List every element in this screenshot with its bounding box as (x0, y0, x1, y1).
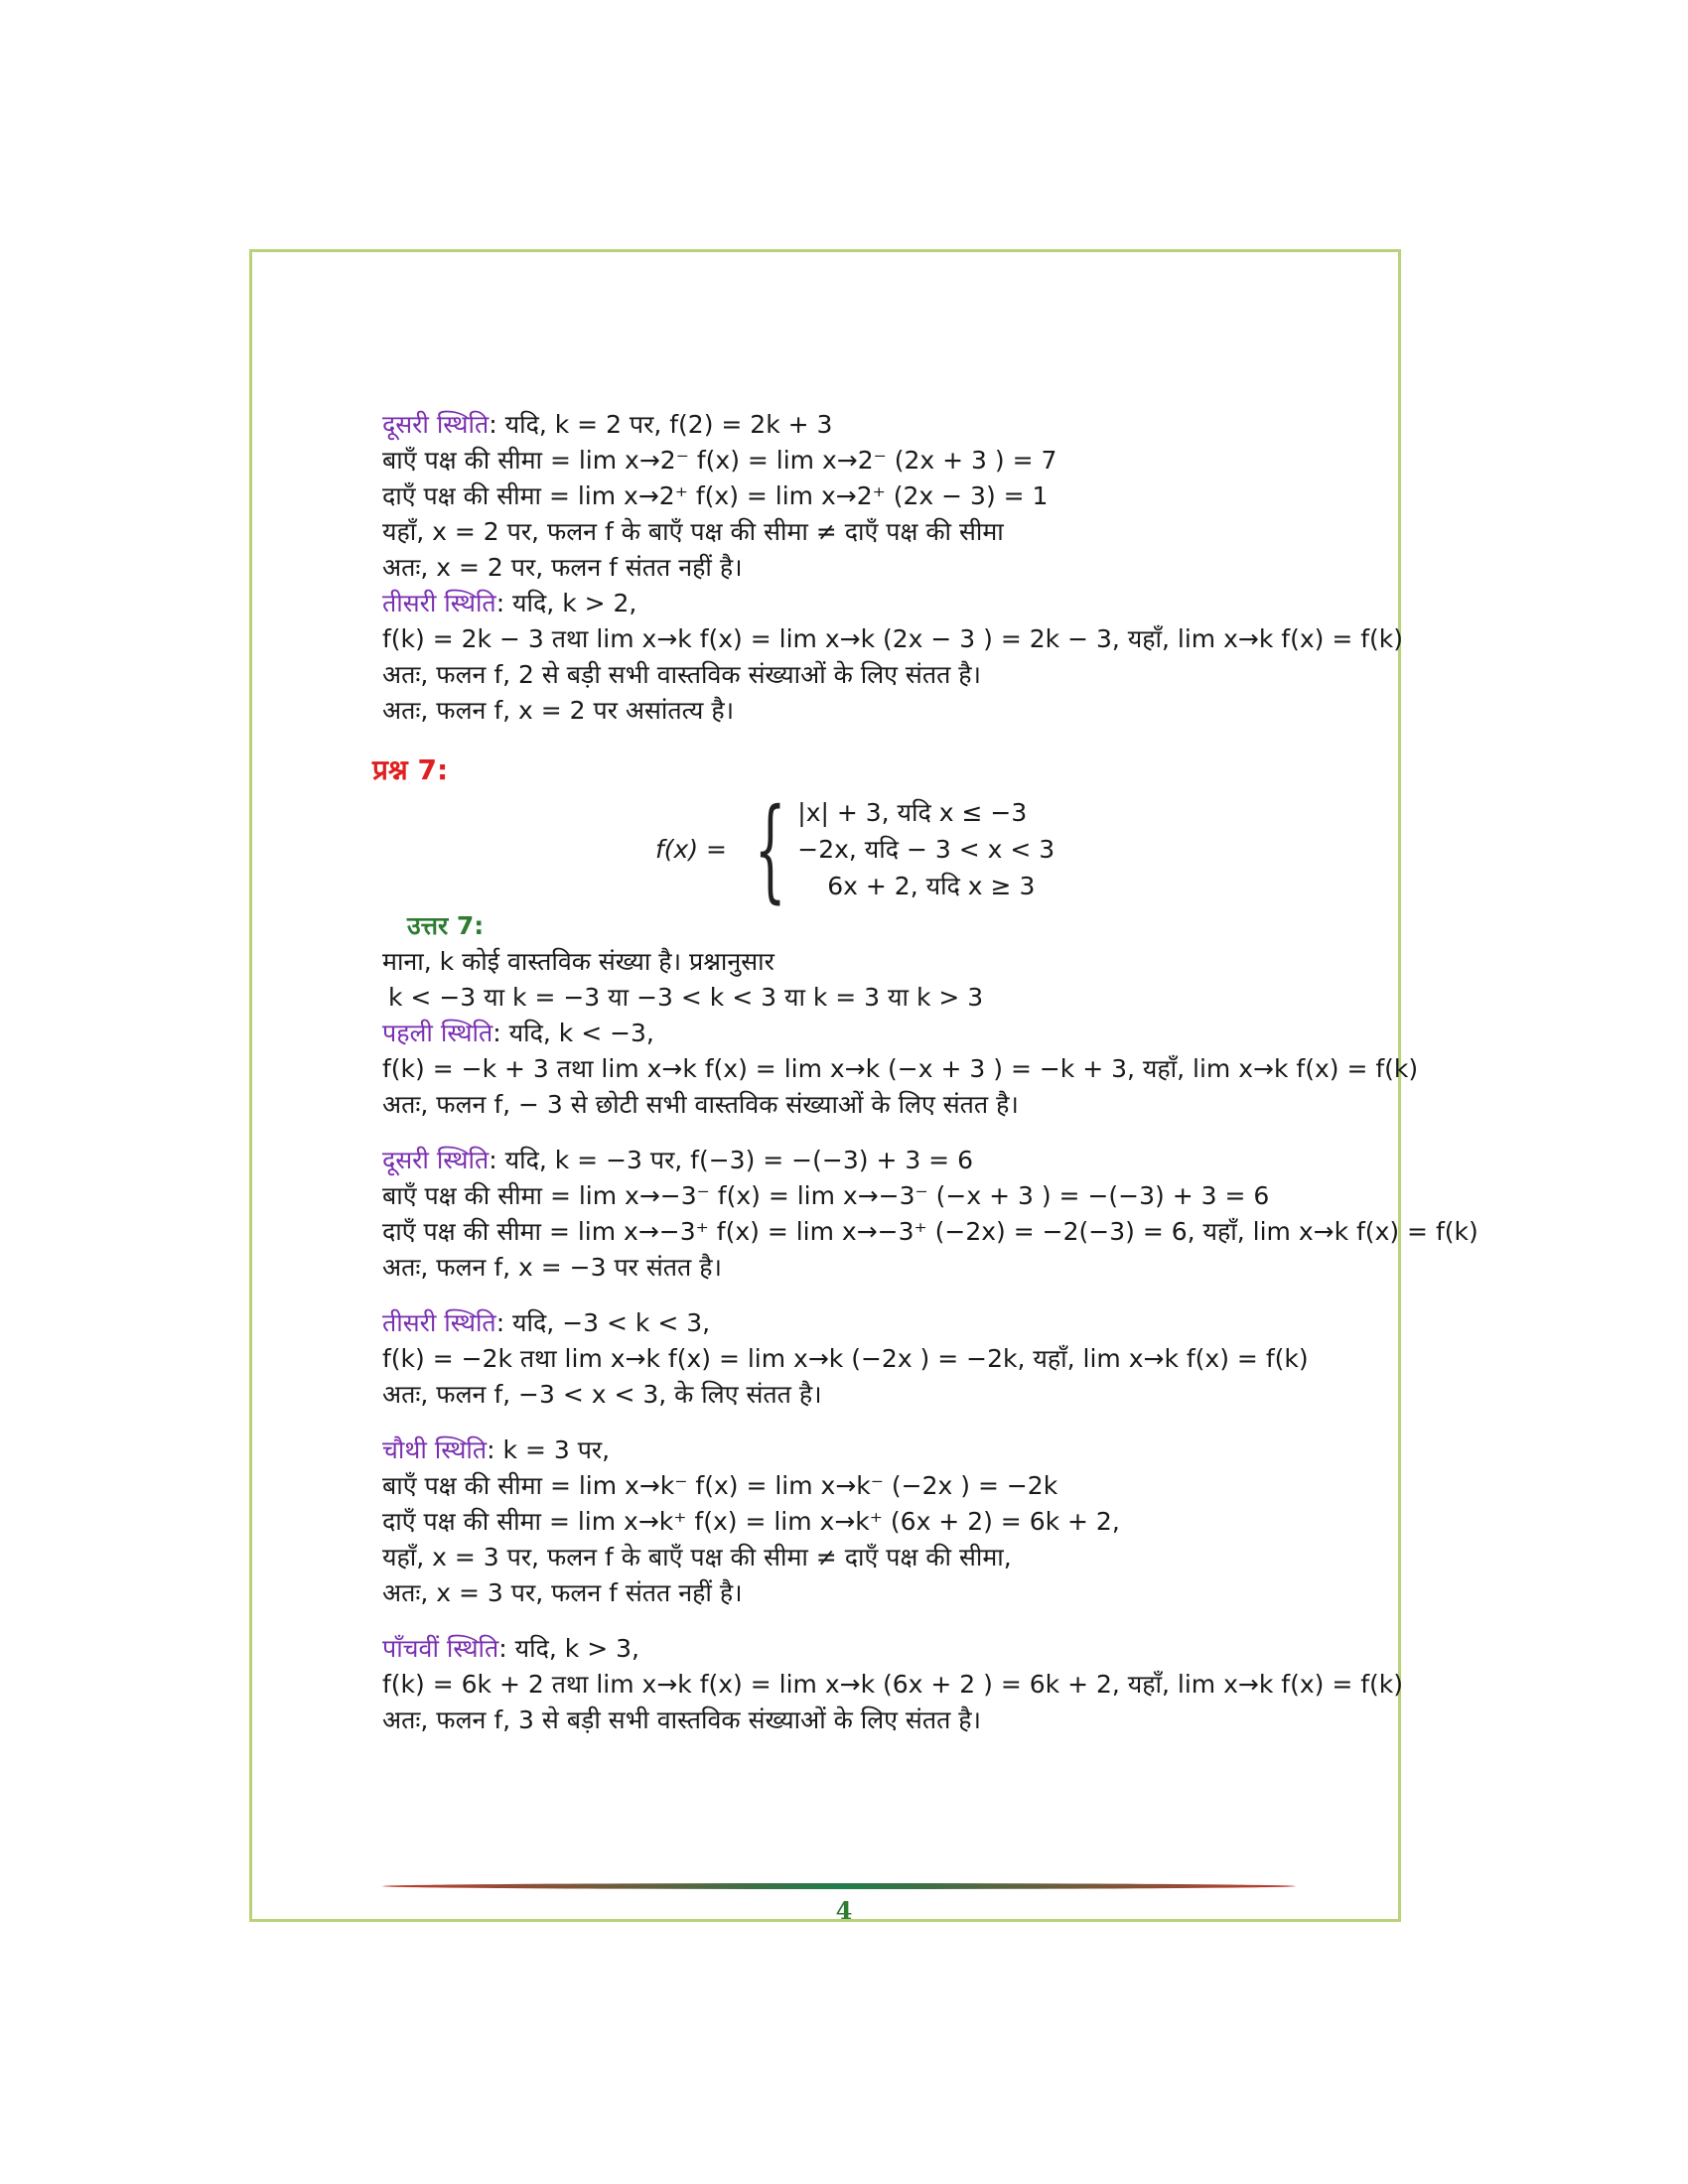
case-label: दूसरी स्थिति (382, 410, 490, 439)
case5-heading (382, 1631, 1336, 1667)
case-condition: : यदि, k > 3, (498, 1634, 639, 1663)
text-line: माना, k कोई वास्तविक संख्या है। प्रश्नानुसार (382, 947, 774, 976)
text-line: दाएँ पक्ष की सीमा = lim x→k⁺ f(x) = lim x→k⁺ (6x + 2) = 6k + 2, (382, 1507, 1120, 1536)
case-condition: : यदि, −3 < k < 3, (495, 1308, 711, 1337)
text-line: दाएँ पक्ष की सीमा = lim x→2⁺ f(x) = lim x→2⁺ (2x − 3) = 1 (382, 481, 1049, 510)
text-line: f(k) = −k + 3 तथा lim x→k f(x) = lim x→k (−x + 3 ) = −k + 3, यहाँ, lim x→k f(x) = f(k) (382, 1054, 1419, 1083)
piece: −2x, यदि − 3 < x < 3 (797, 835, 1055, 864)
case-condition: : यदि, k < −3, (492, 1019, 654, 1047)
text-line: अतः, x = 3 पर, फलन f संतत नहीं है। (382, 1578, 743, 1607)
text-line: बाएँ पक्ष की सीमा = lim x→−3⁻ f(x) = lim x→−3⁻ (−x + 3 ) = −(−3) + 3 = 6 (382, 1181, 1270, 1210)
footer-divider (382, 1883, 1296, 1889)
case4-heading (382, 1433, 1336, 1468)
text-line: यहाँ, x = 2 पर, फलन f के बाएँ पक्ष की सीमा ≠ दाएँ पक्ष की सीमा (382, 517, 1004, 546)
case-condition: : यदि, k > 2, (495, 589, 637, 617)
case1-heading (382, 1016, 1336, 1051)
function-name: f(x) = (655, 835, 727, 864)
case2-heading (382, 1143, 1336, 1178)
text-line: बाएँ पक्ष की सीमा = lim x→2⁻ f(x) = lim x→2⁻ (2x + 3 ) = 7 (382, 446, 1057, 475)
text-line: दाएँ पक्ष की सीमा = lim x→−3⁺ f(x) = lim x→−3⁺ (−2x) = −2(−3) = 6, यहाँ, lim x→k f(x) = f(k) (382, 1217, 1478, 1246)
case-label: तीसरी स्थिति (382, 1308, 496, 1337)
text-line: अतः, फलन f, 2 से बड़ी सभी वास्तविक संख्याओं के लिए संतत है। (382, 660, 982, 689)
piece: |x| + 3, यदि x ≤ −3 (797, 798, 1028, 827)
case-label: पाँचवीं स्थिति (382, 1634, 499, 1663)
case3-heading (382, 1305, 1336, 1341)
case3a-heading (382, 586, 1336, 621)
text-line: f(k) = 2k − 3 तथा lim x→k f(x) = lim x→k (2x − 3 ) = 2k − 3, यहाँ, lim x→k f(x) = f(k) (382, 624, 1404, 653)
function-pieces (797, 794, 1055, 904)
solution-content (372, 407, 1478, 1738)
case2a-heading (382, 407, 1336, 443)
answer-heading: उत्तर 7: (407, 911, 485, 940)
text-line: अतः, फलन f, x = 2 पर असांतत्य है। (382, 696, 735, 725)
text-line: अतः, फलन f, − 3 से छोटी सभी वास्तविक संख्याओं के लिए संतत है। (382, 1090, 1019, 1119)
text-line: यहाँ, x = 3 पर, फलन f के बाएँ पक्ष की सीमा ≠ दाएँ पक्ष की सीमा, (382, 1543, 1012, 1571)
piece: 6x + 2, यदि x ≥ 3 (827, 872, 1036, 900)
case-condition: : k = 3 पर, (487, 1435, 611, 1464)
brace-icon: { (754, 784, 786, 914)
text-line: अतः, फलन f, 3 से बड़ी सभी वास्तविक संख्याओं के लिए संतत है। (382, 1706, 982, 1734)
text-line: k < −3 या k = −3 या −3 < k < 3 या k = 3 या k > 3 (388, 983, 984, 1012)
text-line: अतः, x = 2 पर, फलन f संतत नहीं है। (382, 553, 743, 582)
case-condition: : यदि, k = 2 पर, f(2) = 2k + 3 (489, 410, 833, 439)
text-line: अतः, फलन f, −3 < x < 3, के लिए संतत है। (382, 1380, 822, 1409)
text-line: अतः, फलन f, x = −3 पर संतत है। (382, 1253, 722, 1282)
text-line: f(k) = 6k + 2 तथा lim x→k f(x) = lim x→k (6x + 2 ) = 6k + 2, यहाँ, lim x→k f(x) = f(k) (382, 1670, 1404, 1699)
case-label: तीसरी स्थिति (382, 589, 496, 617)
case-label: दूसरी स्थिति (382, 1146, 490, 1174)
text-line: बाएँ पक्ष की सीमा = lim x→k⁻ f(x) = lim x→k⁻ (−2x ) = −2k (382, 1471, 1058, 1500)
case-label: पहली स्थिति (382, 1019, 493, 1047)
case-label: चौथी स्थिति (382, 1435, 488, 1464)
case-condition: : यदि, k = −3 पर, f(−3) = −(−3) + 3 = 6 (489, 1146, 973, 1174)
question-heading: प्रश्न 7: (372, 753, 449, 786)
piecewise-function (655, 784, 1336, 914)
page-number: 4 (835, 1896, 853, 1925)
text-line: f(k) = −2k तथा lim x→k f(x) = lim x→k (−2x ) = −2k, यहाँ, lim x→k f(x) = f(k) (382, 1344, 1309, 1373)
